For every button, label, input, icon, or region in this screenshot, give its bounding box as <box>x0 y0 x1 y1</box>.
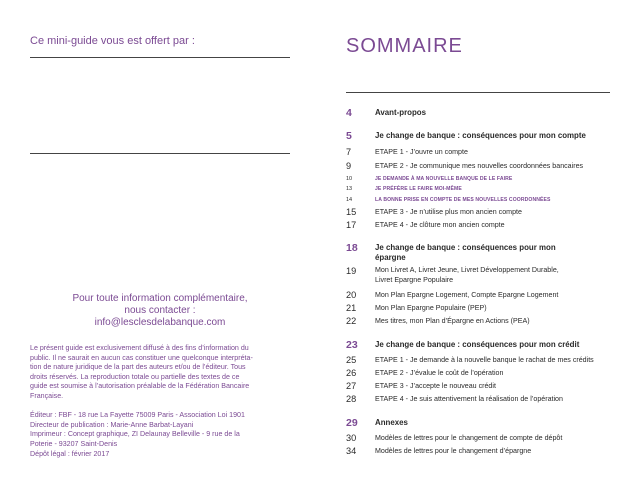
legal-line: tion de nature juridique de la part des auteurs et/ou de l’éditeur. Tous <box>30 363 246 372</box>
legal-notice <box>30 344 292 459</box>
toc-entry-label: ETAPE 2 - Je communique mes nouvelles coordonnées bancaires <box>375 162 584 170</box>
contact-block <box>30 293 290 329</box>
toc-entry-label: JE PRÉFÈRE LE FAIRE MOI-MÊME <box>375 186 462 192</box>
contact-line-1: Pour toute information complémentaire, <box>72 293 248 304</box>
imprint-line: Poterie - 93207 Saint-Denis <box>30 439 118 448</box>
toc-entry-label-line: Mon Livret A, Livret Jeune, Livret Développement Durable, <box>375 266 559 274</box>
toc-page-number: 30 <box>346 433 357 443</box>
toc-page-number: 22 <box>346 316 357 326</box>
toc-page-number: 15 <box>346 207 357 217</box>
toc-entry-label <box>375 243 630 262</box>
legal-line: Le présent guide est exclusivement diffusé à des fins d’information du <box>30 344 249 352</box>
legal-disclaimer <box>30 344 292 402</box>
toc-entry-label: Modèles de lettres pour le changement de compte de dépôt <box>375 434 563 442</box>
legal-line: guide est soumise à l’autorisation préalable de la Fédération Bancaire <box>30 382 250 391</box>
toc-page-number: 7 <box>346 147 352 157</box>
toc-entry-label <box>375 266 630 285</box>
toc-page-number: 34 <box>346 446 357 456</box>
toc-entry-label-line: Je change de banque : conséquences pour mon <box>375 243 556 252</box>
sponsor-rule-bottom <box>30 153 290 154</box>
toc-entry-label: ETAPE 1 - J’ouvre un compte <box>375 148 468 156</box>
toc-page-number: 29 <box>346 417 358 429</box>
toc-entry-label: ETAPE 3 - J’accepte le nouveau crédit <box>375 382 496 390</box>
toc-entry-label: LA BONNE PRISE EN COMPTE DE MES NOUVELLES COORDONNÉES <box>375 197 551 203</box>
imprint <box>30 411 292 459</box>
imprint-line: Dépôt légal : février 2017 <box>30 449 110 458</box>
toc-entry-label: Mes titres, mon Plan d’Épargne en Actions (PEA) <box>375 317 530 325</box>
toc-page-number: 5 <box>346 130 352 142</box>
sponsor-rule-top <box>30 57 290 58</box>
legal-line: droits réservés. La reproduction totale ou partielle des textes de ce <box>30 372 240 381</box>
toc-page-number: 27 <box>346 381 357 391</box>
toc-entry-label: Annexes <box>375 418 408 427</box>
toc-page-number: 20 <box>346 290 357 300</box>
toc-page-number: 19 <box>346 266 357 276</box>
toc-page-number: 13 <box>346 186 353 192</box>
imprint-line: Éditeur : FBF - 18 rue La Fayette 75009 Paris - Association Loi 1901 <box>30 411 245 420</box>
toc-page-number: 17 <box>346 220 357 230</box>
toc-page-number: 26 <box>346 368 357 378</box>
toc-page-number: 14 <box>346 197 353 203</box>
legal-line: Française. <box>30 391 64 400</box>
imprint-line: Imprimeur : Concept graphique, ZI Delaunay Belleville - 9 rue de la <box>30 430 240 439</box>
toc-entry-label: ETAPE 2 - J’évalue le coût de l’opération <box>375 369 504 377</box>
toc-page-number: 10 <box>346 176 353 182</box>
contact-email-link[interactable]: info@lesclesdelabanque.com <box>94 317 226 328</box>
toc-entry-label: Modèles de lettres pour le changement d’épargne <box>375 447 532 455</box>
toc-entry-label: Je change de banque : conséquences pour mon crédit <box>375 340 580 349</box>
left-page <box>0 0 318 494</box>
toc-entry-label: ETAPE 3 - Je n’utilise plus mon ancien compte <box>375 208 522 216</box>
right-page <box>318 0 638 494</box>
toc-entry-label: ETAPE 1 - Je demande à la nouvelle banque le rachat de mes crédits <box>375 356 594 364</box>
imprint-line: Directeur de publication : Marie-Anne Barbat-Layani <box>30 420 194 429</box>
toc-entry-label: Avant-propos <box>375 108 426 117</box>
toc-page-number: 25 <box>346 355 357 365</box>
legal-spacer <box>30 402 292 412</box>
toc-entry-label-line: épargne <box>375 252 406 262</box>
toc-title-rule <box>346 92 610 93</box>
contact-line-2: nous contacter : <box>124 305 196 316</box>
toc-page-number: 28 <box>346 394 357 404</box>
legal-line: public. Il ne saurait en aucun cas constituer une quelconque interpréta- <box>30 353 253 362</box>
offered-by-label: Ce mini-guide vous est offert par : <box>30 35 195 47</box>
toc-entry-label: ETAPE 4 - Je clôture mon ancien compte <box>375 221 505 229</box>
toc-page-number: 9 <box>346 161 352 171</box>
toc-entry-label: JE DEMANDE À MA NOUVELLE BANQUE DE LE FAIRE <box>375 176 513 182</box>
toc-entry-label: Je change de banque : conséquences pour mon compte <box>375 131 586 140</box>
toc-page-number: 23 <box>346 339 358 351</box>
toc-page-number: 4 <box>346 107 352 119</box>
toc-page-number: 18 <box>346 242 358 254</box>
toc-entry-label: Mon Plan Epargne Logement, Compte Epargne Logement <box>375 291 559 299</box>
toc-page-number: 21 <box>346 303 357 313</box>
toc-entry-label-line: Livret Epargne Populaire <box>375 275 454 284</box>
toc-entry-label: Mon Plan Epargne Populaire (PEP) <box>375 304 487 312</box>
toc-title: SOMMAIRE <box>346 35 463 57</box>
toc-entry-label: ETAPE 4 - Je suis attentivement la réalisation de l’opération <box>375 395 563 403</box>
